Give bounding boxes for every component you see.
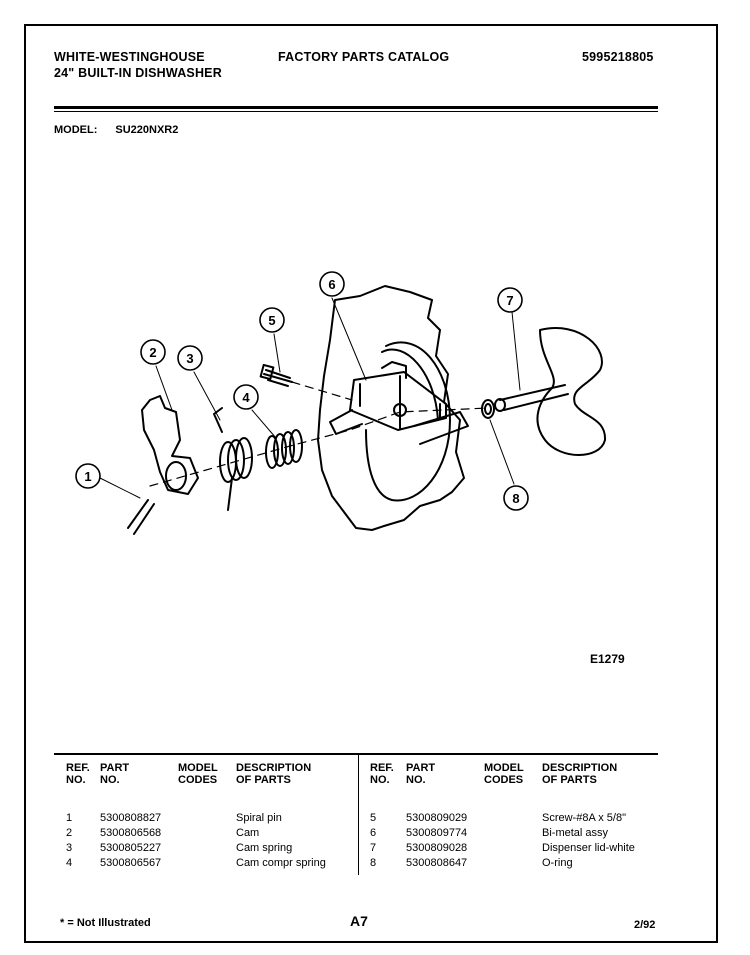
table-row — [370, 857, 670, 872]
svg-text:3: 3 — [186, 351, 194, 366]
part-no: 5300809029 — [406, 812, 468, 824]
part-description: Cam compr spring — [236, 857, 326, 869]
svg-text:8: 8 — [512, 491, 520, 506]
part-no: 5300809774 — [406, 827, 468, 839]
part-description: Cam spring — [236, 842, 293, 854]
col-part-no: PART NO. — [406, 762, 436, 786]
table-row — [370, 827, 670, 842]
parts-table-rule — [54, 753, 658, 755]
svg-text:4: 4 — [242, 390, 250, 405]
catalog-number: 5995218805 — [582, 50, 654, 64]
part-description: Cam — [236, 827, 260, 839]
col-model-codes: MODEL CODES — [178, 762, 218, 786]
spiral-pin-shape — [128, 500, 154, 534]
cam-shape — [142, 396, 198, 494]
parts-rows-right — [370, 812, 670, 872]
page-number: A7 — [350, 913, 368, 929]
brand-name: WHITE-WESTINGHOUSE — [54, 50, 205, 64]
parts-table-left — [66, 762, 366, 872]
part-no: 5300806568 — [100, 827, 162, 839]
cam-compr-spring-shape — [266, 430, 302, 468]
table-row — [370, 842, 670, 857]
dispenser-panel-outline — [318, 286, 464, 530]
svg-text:2: 2 — [149, 345, 157, 360]
ref-no: 8 — [370, 857, 377, 869]
callout-5 — [260, 308, 284, 332]
table-row — [66, 827, 366, 842]
callout-7 — [498, 288, 522, 312]
part-description: Spiral pin — [236, 812, 282, 824]
model-label: MODEL: — [54, 124, 98, 136]
ref-no: 6 — [370, 827, 377, 839]
svg-text:6: 6 — [328, 277, 336, 292]
ref-no: 4 — [66, 857, 73, 869]
callout-3 — [178, 346, 202, 370]
table-row — [66, 812, 366, 827]
col-part-no: PART NO. — [100, 762, 130, 786]
ref-no: 5 — [370, 812, 377, 824]
table-row — [66, 842, 366, 857]
parts-rows-left — [66, 812, 366, 872]
svg-text:7: 7 — [506, 293, 514, 308]
model-number: SU220NXR2 — [115, 124, 179, 136]
part-description: Screw-#8A x 5/8" — [542, 812, 626, 824]
svg-text:5: 5 — [268, 313, 276, 328]
table-row — [66, 857, 366, 872]
part-no: 5300808827 — [100, 812, 162, 824]
catalog-title: FACTORY PARTS CATALOG — [278, 50, 450, 64]
part-description: Bi-metal assy — [542, 827, 609, 839]
col-description: DESCRIPTION OF PARTS — [542, 762, 618, 786]
not-illustrated-note: * = Not Illustrated — [60, 917, 151, 929]
callout-1 — [76, 464, 100, 488]
part-no: 5300806567 — [100, 857, 162, 869]
part-description: O-ring — [542, 857, 573, 869]
col-model-codes: MODEL CODES — [484, 762, 524, 786]
product-name: 24" BUILT-IN DISHWASHER — [54, 66, 222, 80]
table-row — [370, 812, 670, 827]
part-description: Dispenser lid-white — [542, 842, 635, 854]
ref-no: 7 — [370, 842, 377, 854]
part-no: 5300808647 — [406, 857, 468, 869]
callout-8 — [504, 486, 528, 510]
callout-2 — [141, 340, 165, 364]
revision-date: 2/92 — [634, 919, 656, 931]
parts-table-right — [370, 762, 670, 872]
figure-code: E1279 — [590, 652, 625, 666]
ref-no: 3 — [66, 842, 73, 854]
col-ref-no: REF. NO. — [66, 762, 90, 786]
dispenser-lid-outline — [537, 328, 605, 455]
callout-6 — [320, 272, 344, 296]
col-ref-no: REF. NO. — [370, 762, 394, 786]
parts-header-left — [66, 762, 366, 790]
lid-shaft — [500, 385, 568, 410]
callout-4 — [234, 385, 258, 409]
parts-header-right — [370, 762, 670, 790]
o-ring-shape — [482, 400, 494, 418]
ref-no: 1 — [66, 812, 73, 824]
ref-no: 2 — [66, 827, 73, 839]
part-no: 5300805227 — [100, 842, 162, 854]
svg-text:1: 1 — [84, 469, 92, 484]
col-description: DESCRIPTION OF PARTS — [236, 762, 312, 786]
part-no: 5300809028 — [406, 842, 468, 854]
